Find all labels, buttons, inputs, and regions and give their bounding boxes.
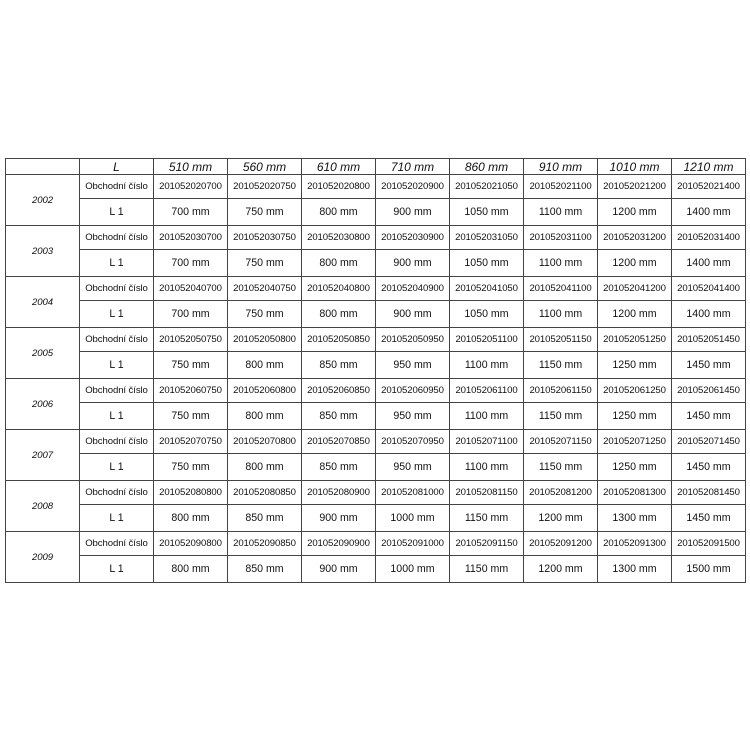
length-cell: 850 mm (228, 505, 302, 532)
code-cell: 201052031050 (450, 226, 524, 250)
code-cell: 201052040800 (302, 277, 376, 301)
code-cell: 201052041400 (672, 277, 746, 301)
length-cell: 950 mm (376, 454, 450, 481)
length-cell: 800 mm (154, 556, 228, 583)
length-cell: 800 mm (302, 250, 376, 277)
table-row-code (6, 379, 746, 403)
code-cell: 201052060750 (154, 379, 228, 403)
length-cell: 1300 mm (598, 556, 672, 583)
length-cell: 1400 mm (672, 301, 746, 328)
length-cell: 700 mm (154, 301, 228, 328)
code-cell: 201052030800 (302, 226, 376, 250)
length-cell: 1000 mm (376, 505, 450, 532)
table-row-length (6, 352, 746, 379)
row-label-length: L 1 (80, 454, 154, 481)
code-cell: 201052041050 (450, 277, 524, 301)
code-cell: 201052061150 (524, 379, 598, 403)
code-cell: 201052040750 (228, 277, 302, 301)
column-header: 910 mm (524, 159, 598, 175)
code-cell: 201052041100 (524, 277, 598, 301)
column-header: 610 mm (302, 159, 376, 175)
table-row-code (6, 328, 746, 352)
row-label-code: Obchodní číslo (80, 481, 154, 505)
code-cell: 201052081450 (672, 481, 746, 505)
length-cell: 1200 mm (524, 505, 598, 532)
year-cell: 2009 (6, 532, 80, 583)
row-label-code: Obchodní číslo (80, 430, 154, 454)
code-cell: 201052070750 (154, 430, 228, 454)
row-label-code: Obchodní číslo (80, 532, 154, 556)
header-row (6, 159, 746, 175)
length-cell: 750 mm (154, 454, 228, 481)
code-cell: 201052061250 (598, 379, 672, 403)
length-cell: 1250 mm (598, 403, 672, 430)
length-cell: 900 mm (376, 199, 450, 226)
length-cell: 850 mm (302, 454, 376, 481)
year-cell: 2002 (6, 175, 80, 226)
length-cell: 1150 mm (450, 505, 524, 532)
row-label-length: L 1 (80, 199, 154, 226)
row-label-length: L 1 (80, 250, 154, 277)
length-cell: 1400 mm (672, 199, 746, 226)
code-cell: 201052021100 (524, 175, 598, 199)
table-row-code (6, 175, 746, 199)
year-cell: 2005 (6, 328, 80, 379)
code-cell: 201052070850 (302, 430, 376, 454)
code-cell: 201052031200 (598, 226, 672, 250)
row-label-code: Obchodní číslo (80, 379, 154, 403)
code-cell: 201052051100 (450, 328, 524, 352)
length-cell: 1450 mm (672, 505, 746, 532)
code-cell: 201052090800 (154, 532, 228, 556)
length-cell: 800 mm (228, 403, 302, 430)
length-cell: 800 mm (302, 199, 376, 226)
row-label-length: L 1 (80, 556, 154, 583)
year-cell: 2006 (6, 379, 80, 430)
code-cell: 201052071100 (450, 430, 524, 454)
year-cell: 2004 (6, 277, 80, 328)
length-cell: 1200 mm (598, 199, 672, 226)
length-cell: 1500 mm (672, 556, 746, 583)
length-cell: 1150 mm (450, 556, 524, 583)
code-cell: 201052081200 (524, 481, 598, 505)
code-cell: 201052060850 (302, 379, 376, 403)
table-row-length (6, 199, 746, 226)
code-cell: 201052040700 (154, 277, 228, 301)
code-cell: 201052091500 (672, 532, 746, 556)
code-cell: 201052061450 (672, 379, 746, 403)
length-cell: 1100 mm (524, 250, 598, 277)
length-cell: 900 mm (376, 250, 450, 277)
table-row-code (6, 226, 746, 250)
code-cell: 201052021050 (450, 175, 524, 199)
code-cell: 201052091300 (598, 532, 672, 556)
code-cell: 201052061100 (450, 379, 524, 403)
code-cell: 201052080850 (228, 481, 302, 505)
code-cell: 201052081300 (598, 481, 672, 505)
length-cell: 800 mm (154, 505, 228, 532)
code-cell: 201052020750 (228, 175, 302, 199)
length-cell: 1150 mm (524, 352, 598, 379)
length-cell: 1100 mm (450, 352, 524, 379)
length-cell: 700 mm (154, 199, 228, 226)
length-cell: 1050 mm (450, 250, 524, 277)
length-cell: 1100 mm (450, 454, 524, 481)
table-row-length (6, 454, 746, 481)
code-cell: 201052080900 (302, 481, 376, 505)
table-row-length (6, 250, 746, 277)
code-cell: 201052090850 (228, 532, 302, 556)
column-header: 1210 mm (672, 159, 746, 175)
code-cell: 201052060950 (376, 379, 450, 403)
header-l-label: L (80, 159, 154, 175)
length-cell: 1250 mm (598, 454, 672, 481)
table-body (6, 159, 746, 583)
length-cell: 900 mm (302, 505, 376, 532)
length-cell: 800 mm (228, 454, 302, 481)
code-cell: 201052031400 (672, 226, 746, 250)
length-cell: 850 mm (228, 556, 302, 583)
row-label-length: L 1 (80, 403, 154, 430)
length-cell: 1100 mm (450, 403, 524, 430)
code-cell: 201052021200 (598, 175, 672, 199)
code-cell: 201052020800 (302, 175, 376, 199)
year-cell: 2007 (6, 430, 80, 481)
code-cell: 201052021400 (672, 175, 746, 199)
length-cell: 1250 mm (598, 352, 672, 379)
length-cell: 750 mm (228, 199, 302, 226)
length-cell: 1100 mm (524, 301, 598, 328)
length-cell: 1000 mm (376, 556, 450, 583)
code-cell: 201052031100 (524, 226, 598, 250)
code-cell: 201052040900 (376, 277, 450, 301)
table-row-code (6, 277, 746, 301)
column-header: 1010 mm (598, 159, 672, 175)
length-cell: 850 mm (302, 352, 376, 379)
code-cell: 201052041200 (598, 277, 672, 301)
length-cell: 1200 mm (598, 250, 672, 277)
code-cell: 201052090900 (302, 532, 376, 556)
table-row-length (6, 403, 746, 430)
length-cell: 1200 mm (598, 301, 672, 328)
column-header: 710 mm (376, 159, 450, 175)
length-cell: 750 mm (154, 352, 228, 379)
length-cell: 1450 mm (672, 352, 746, 379)
code-cell: 201052091200 (524, 532, 598, 556)
code-cell: 201052081000 (376, 481, 450, 505)
length-cell: 1150 mm (524, 403, 598, 430)
length-cell: 1200 mm (524, 556, 598, 583)
length-cell: 900 mm (302, 556, 376, 583)
corner-cell (6, 159, 80, 175)
year-cell: 2003 (6, 226, 80, 277)
length-cell: 900 mm (376, 301, 450, 328)
length-cell: 800 mm (302, 301, 376, 328)
length-cell: 750 mm (228, 301, 302, 328)
length-cell: 1100 mm (524, 199, 598, 226)
length-cell: 1400 mm (672, 250, 746, 277)
code-cell: 201052050850 (302, 328, 376, 352)
code-cell: 201052060800 (228, 379, 302, 403)
code-cell: 201052050950 (376, 328, 450, 352)
row-label-length: L 1 (80, 505, 154, 532)
column-header: 560 mm (228, 159, 302, 175)
code-cell: 201052030750 (228, 226, 302, 250)
table-row-length (6, 505, 746, 532)
code-cell: 201052050800 (228, 328, 302, 352)
code-cell: 201052091150 (450, 532, 524, 556)
row-label-code: Obchodní číslo (80, 277, 154, 301)
product-code-table (5, 158, 746, 583)
code-cell: 201052051450 (672, 328, 746, 352)
row-label-length: L 1 (80, 352, 154, 379)
table-row-code (6, 430, 746, 454)
table-row-length (6, 301, 746, 328)
length-cell: 800 mm (228, 352, 302, 379)
length-cell: 850 mm (302, 403, 376, 430)
length-cell: 700 mm (154, 250, 228, 277)
row-label-code: Obchodní číslo (80, 226, 154, 250)
length-cell: 1050 mm (450, 301, 524, 328)
column-header: 510 mm (154, 159, 228, 175)
length-cell: 750 mm (154, 403, 228, 430)
code-cell: 201052051250 (598, 328, 672, 352)
code-cell: 201052051150 (524, 328, 598, 352)
code-cell: 201052071450 (672, 430, 746, 454)
row-label-code: Obchodní číslo (80, 175, 154, 199)
code-cell: 201052091000 (376, 532, 450, 556)
code-cell: 201052050750 (154, 328, 228, 352)
code-cell: 201052071250 (598, 430, 672, 454)
code-cell: 201052081150 (450, 481, 524, 505)
length-cell: 750 mm (228, 250, 302, 277)
table-row-length (6, 556, 746, 583)
row-label-code: Obchodní číslo (80, 328, 154, 352)
length-cell: 1050 mm (450, 199, 524, 226)
code-cell: 201052070800 (228, 430, 302, 454)
code-cell: 201052030900 (376, 226, 450, 250)
column-header: 860 mm (450, 159, 524, 175)
table-row-code (6, 481, 746, 505)
length-cell: 1450 mm (672, 403, 746, 430)
code-cell: 201052070950 (376, 430, 450, 454)
code-cell: 201052071150 (524, 430, 598, 454)
table-row-code (6, 532, 746, 556)
length-cell: 950 mm (376, 352, 450, 379)
code-cell: 201052020900 (376, 175, 450, 199)
year-cell: 2008 (6, 481, 80, 532)
length-cell: 1300 mm (598, 505, 672, 532)
length-cell: 1450 mm (672, 454, 746, 481)
length-cell: 950 mm (376, 403, 450, 430)
code-cell: 201052080800 (154, 481, 228, 505)
code-cell: 201052030700 (154, 226, 228, 250)
code-cell: 201052020700 (154, 175, 228, 199)
row-label-length: L 1 (80, 301, 154, 328)
length-cell: 1150 mm (524, 454, 598, 481)
